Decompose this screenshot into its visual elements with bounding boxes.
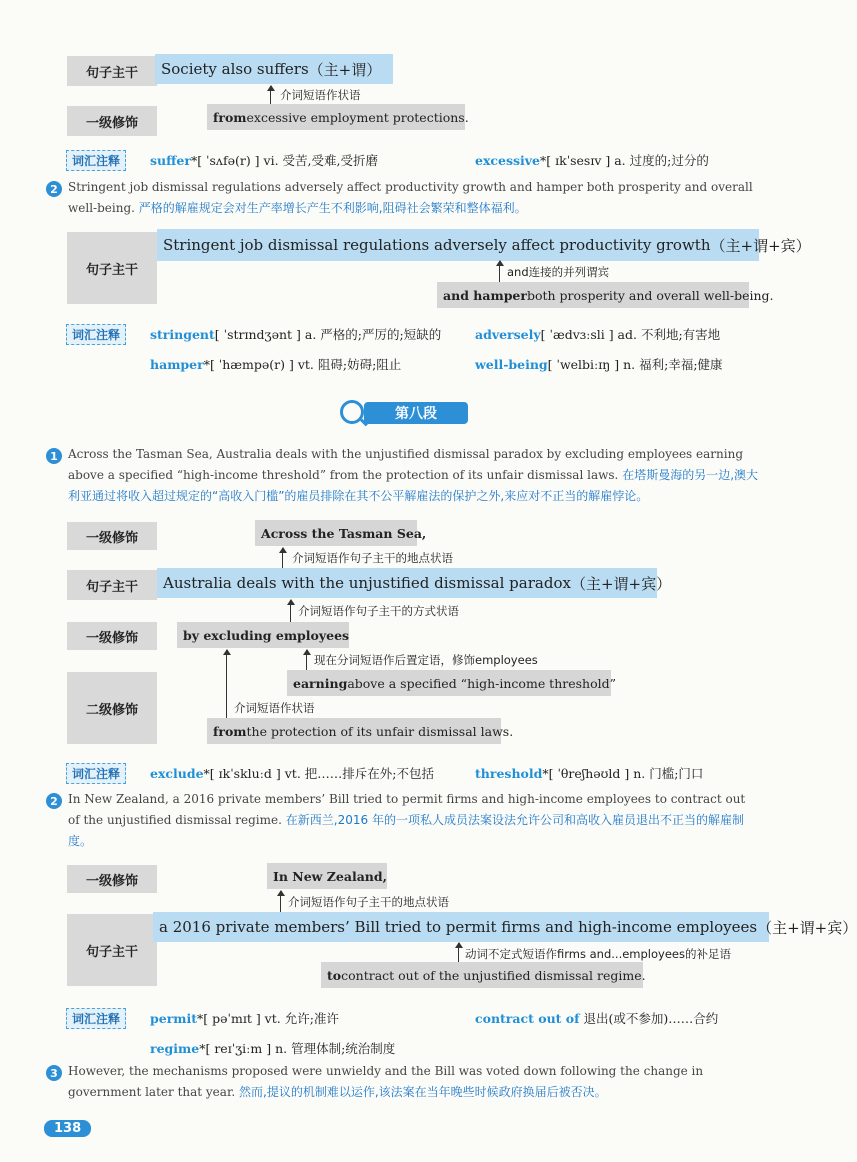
vocab-item (150, 355, 401, 373)
sentence-cn: 严格的解雇规定会对生产率增长产生不利影响,阻碍社会繁荣和整体福利。 (138, 201, 527, 215)
label-mod1: 一级修饰 (67, 106, 157, 136)
vocab-word: threshold (475, 766, 543, 781)
vocab-item (150, 1009, 339, 1027)
core-text: Stringent job dismissal regulations adversely affect productivity growth (163, 236, 711, 254)
label-main: 句子主干 (67, 914, 157, 986)
core-tag: （主+谓+宾） (757, 918, 857, 937)
mod-bold: and hamper (443, 287, 527, 303)
sentence-number: 3 (46, 1065, 62, 1081)
vocab-def: *[ reɪˈʒiːm ] n. 管理体制;统治制度 (199, 1041, 396, 1056)
arrow (290, 600, 291, 622)
core-text: Society also suffers (161, 60, 309, 78)
vocab-word: regime (150, 1041, 200, 1056)
vocab-item (475, 1009, 718, 1027)
mod-rest: the protection of its unfair dismissal laws. (246, 723, 514, 739)
mod-bold: from (213, 109, 247, 125)
label-mod2: 二级修饰 (67, 672, 157, 744)
note: 介词短语作句子主干的地点状语 (288, 895, 449, 909)
core-sentence (153, 912, 857, 942)
label-main: 句子主干 (67, 56, 157, 86)
mod-rest: above a specified “high-income threshold” (347, 675, 617, 691)
arrow (282, 548, 283, 570)
vocab-def: *[ ˈhæmpə(r) ] vt. 阻碍;妨碍;阻止 (203, 357, 402, 372)
vocab-item (150, 764, 434, 782)
note: 介词短语作状语 (280, 88, 361, 102)
note: and连接的并列谓宾 (507, 265, 610, 279)
sentence-number: 2 (46, 793, 62, 809)
vocab-item (150, 1039, 395, 1057)
vocab-def: *[ pəˈmɪt ] vt. 允许;准许 (197, 1011, 339, 1026)
sentence-en (68, 1061, 758, 1103)
core-sentence (155, 54, 393, 84)
mod-rest: contract out of the unjustified dismissal regime. (341, 967, 646, 983)
vocab-item (150, 151, 378, 169)
arrow (226, 650, 227, 718)
label-mod1: 一级修饰 (67, 865, 157, 893)
mod-rest: excessive employment protections. (246, 109, 469, 125)
modifier (437, 282, 774, 308)
vocab-word: excessive (475, 153, 541, 168)
vocab-def: [ ˈædvɜːsli ] ad. 不利地;有害地 (540, 327, 721, 342)
vocab-def: [ ˈwelbiːɪŋ ] n. 福利;幸福;健康 (547, 357, 723, 372)
vocab-word: permit (150, 1011, 198, 1026)
note: 介词短语作句子主干的地点状语 (292, 551, 453, 565)
vocab-def: *[ ˈsʌfə(r) ] vi. 受苦,受难,受折磨 (190, 153, 378, 168)
vocab-word: stringent (150, 327, 215, 342)
section-heading (340, 400, 468, 426)
note: 介词短语作状语 (234, 701, 315, 715)
modifier (267, 863, 387, 889)
vocab-def: *[ ˈθreʃhəʊld ] n. 门槛;门口 (542, 766, 704, 781)
sentence-number: 2 (46, 181, 62, 197)
note: 现在分词短语作后置定语，修饰employees (314, 653, 538, 667)
vocab-item (475, 151, 709, 169)
core-text: Australia deals with the unjustified dismissal paradox (163, 574, 571, 592)
vocab-def: *[ ɪkˈsesɪv ] a. 过度的;过分的 (540, 153, 709, 168)
vocab-tag: 词汇注释 (66, 763, 126, 784)
mod-bold: earning (293, 675, 348, 691)
core-tag: （主+谓+宾） (570, 574, 672, 593)
sentence-cn: 在塔斯曼海的另一边,澳大利亚通过将收入超过规定的“高收入门槛”的雇员排除在其不公平解雇法的保护之外,来应对不正当的解雇悖论。 (68, 468, 759, 503)
sentence-en (68, 444, 758, 507)
core-sentence (157, 229, 811, 261)
mod-bold: from (213, 723, 247, 739)
sentence-en (68, 177, 758, 219)
note: 动词不定式短语作firms and...employees的补足语 (465, 947, 731, 961)
core-tag: （主+谓） (308, 60, 382, 79)
vocab-def: [ ˈstrɪndʒənt ] a. 严格的;严厉的;短缺的 (214, 327, 442, 342)
modifier (177, 622, 349, 648)
sentence-text: Across the Tasman Sea, Australia deals with the unjustified dismissal paradox by excluding employees earning above a specified “high-income threshold” from the protection of its unfair dismissal laws. (68, 447, 743, 482)
mod-text: In New Zealand, (273, 868, 387, 884)
mod-rest: both prosperity and overall well-being. (526, 287, 774, 303)
modifier (207, 718, 514, 744)
arrow (458, 943, 459, 963)
sentence-cn: 然而,提议的机制难以运作,该法案在当年晚些时候政府换届后被否决。 (239, 1085, 607, 1099)
vocab-item (475, 325, 720, 343)
mod-text: by excluding employees (183, 627, 350, 643)
vocab-word: adversely (475, 327, 541, 342)
label-main: 句子主干 (67, 570, 157, 600)
sentence-cn: 在新西兰,2016 年的一项私人成员法案设法允许公司和高收入雇员退出不正当的解雇制度。 (68, 813, 744, 848)
vocab-word: exclude (150, 766, 204, 781)
magnifier-icon (340, 400, 364, 424)
arrow (499, 261, 500, 283)
mod-bold: to (327, 967, 342, 983)
core-sentence (157, 568, 672, 598)
vocab-item (150, 325, 441, 343)
sentence-text: Stringent job dismissal regulations adversely affect productivity growth and hamper both prosperity and overall well-being. (68, 180, 753, 215)
arrow (270, 86, 271, 106)
vocab-word: well-being (475, 357, 548, 372)
label-mod1: 一级修饰 (67, 622, 157, 650)
vocab-word: contract out of (475, 1011, 580, 1026)
core-text: a 2016 private members’ Bill tried to permit firms and high-income employees (159, 918, 758, 936)
vocab-def: *[ ɪkˈskluːd ] vt. 把……排斥在外;不包括 (203, 766, 434, 781)
sentence-text: However, the mechanisms proposed were unwieldy and the Bill was voted down following the change in government later that year. (68, 1064, 704, 1099)
page-number: 138 (44, 1120, 91, 1137)
mod-text: Across the Tasman Sea, (261, 525, 427, 541)
sentence-number: 1 (46, 448, 62, 464)
vocab-item (475, 764, 703, 782)
label-main: 句子主干 (67, 232, 157, 304)
modifier (255, 520, 427, 546)
modifier (321, 962, 646, 988)
vocab-tag: 词汇注释 (66, 324, 126, 345)
vocab-word: suffer (150, 153, 191, 168)
arrow (280, 891, 281, 913)
core-tag: （主+谓+宾） (710, 236, 811, 255)
section-title: 第八段 (364, 402, 468, 424)
vocab-def: 退出(或不参加)……合约 (579, 1011, 719, 1026)
vocab-word: hamper (150, 357, 204, 372)
modifier (207, 104, 469, 130)
modifier (287, 670, 617, 696)
vocab-tag: 词汇注释 (66, 150, 126, 171)
sentence-text: In New Zealand, a 2016 private members’ Bill tried to permit firms and high-income employees to contract out of the unjustified dismissal regime. (68, 792, 746, 827)
sentence-en (68, 789, 758, 852)
note: 介词短语作句子主干的方式状语 (298, 604, 459, 618)
label-mod1: 一级修饰 (67, 522, 157, 550)
vocab-item (475, 355, 723, 373)
vocab-tag: 词汇注释 (66, 1008, 126, 1029)
arrow (306, 650, 307, 670)
